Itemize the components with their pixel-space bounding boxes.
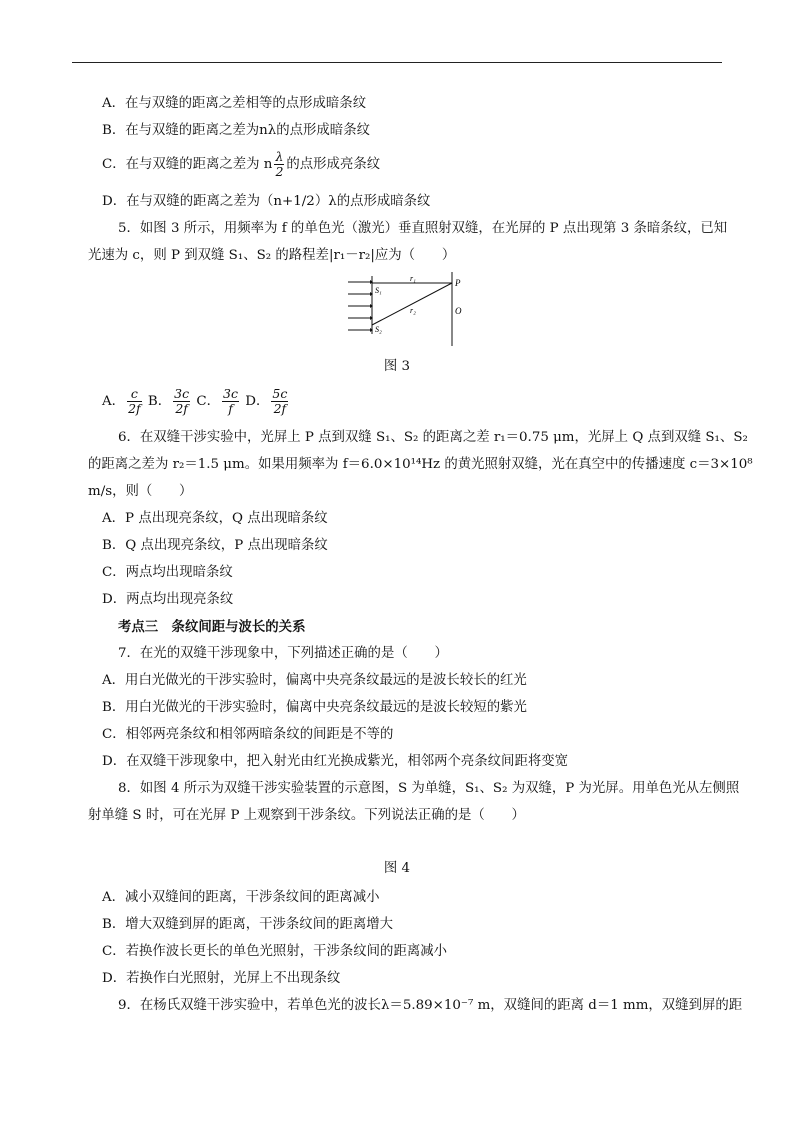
fraction-numerator: 3c [174, 386, 190, 401]
q5-stem-line1: 5．如图 3 所示，用频率为 f 的单色光（激光）垂直照射双缝，在光屏的 P 点出现第 3 条暗条纹，已知 [118, 221, 728, 236]
q4-option-c-tail: 的点形成亮条纹 [286, 157, 381, 172]
q9-stem-line1: 9．在杨氏双缝干涉实验中，若单色光的波长λ＝5.89×10⁻⁷ m，双缝间的距离 d＝1 mm，双缝到屏的距 [118, 998, 743, 1013]
fraction-denominator: 2f [128, 401, 141, 416]
q4-option-d: D．在与双缝的距离之差为（n+1/2）λ的点形成暗条纹 [102, 194, 431, 209]
fraction-numerator: 5c [272, 386, 288, 401]
q4-option-c [102, 150, 380, 179]
q6-stem-line2: 的距离之差为 r₂＝1.5 μm。如果用频率为 f＝6.0×10¹⁴Hz 的黄光照射双缝，光在真空中的传播速度 c＝3×10⁸ [88, 457, 753, 472]
q4-option-c-text: C．在与双缝的距离之差为 n [102, 157, 273, 172]
fraction-denominator: 2 [275, 164, 284, 179]
section-heading: 考点三 条纹间距与波长的关系 [118, 619, 306, 635]
figure-3-caption: 图 3 [383, 359, 411, 374]
q8-option-b: B．增大双缝到屏的距离，干涉条纹间的距离增大 [102, 917, 394, 932]
label-p: P [455, 278, 461, 288]
q8-stem-line1: 8．如图 4 所示为双缝干涉实验装置的示意图，S 为单缝，S₁、S₂ 为双缝，P 为光屏。用单色光从左侧照 [118, 781, 740, 796]
fraction-numerator: λ [275, 149, 284, 164]
fraction-numerator: 3c [223, 386, 238, 401]
figure-4-caption: 图 4 [383, 861, 411, 876]
q8-stem-line2: 射单缝 S 时，可在光屏 P 上观察到干涉条纹。下列说法正确的是（ ） [88, 808, 525, 823]
q6-stem-line3: m/s，则（ ） [88, 484, 193, 499]
q6-option-a: A．P 点出现亮条纹，Q 点出现暗条纹 [102, 511, 328, 526]
label-o: O [455, 306, 462, 316]
q6-option-b: B．Q 点出现亮条纹，P 点出现暗条纹 [102, 538, 328, 553]
q8-option-a: A．减小双缝间的距离，干涉条纹间的距离减小 [102, 890, 380, 905]
q6-option-d: D．两点均出现亮条纹 [102, 592, 234, 607]
q5-option-d-fraction [271, 387, 288, 416]
q5-option-c-letter: C． [196, 394, 221, 409]
fraction-denominator: f [228, 401, 233, 416]
fraction-denominator: 2f [273, 401, 287, 416]
q7-stem: 7．在光的双缝干涉现象中，下列描述正确的是（ ） [118, 646, 448, 661]
q6-option-c: C．两点均出现暗条纹 [102, 565, 233, 580]
q5-option-a-letter: A． [102, 394, 126, 409]
fraction-numerator: c [127, 387, 142, 402]
q7-option-c: C．相邻两亮条纹和相邻两暗条纹的间距是不等的 [102, 727, 394, 742]
header-rule [72, 62, 722, 63]
q5-option-a-fraction [127, 387, 142, 416]
q5-option-b-fraction [173, 387, 190, 416]
q8-option-c: C．若换作波长更长的单色光照射，干涉条纹间的距离减小 [102, 944, 448, 959]
q5-option-d-letter: D． [245, 394, 270, 409]
q7-option-d: D．在双缝干涉现象中，把入射光由红光换成紫光，相邻两个亮条纹间距将变宽 [102, 754, 569, 769]
q7-option-a: A．用白光做光的干涉实验时，偏离中央亮条纹最远的是波长较长的红光 [102, 673, 527, 688]
label-r1: r₁ [410, 274, 416, 283]
q5-option-b-letter: B． [147, 394, 172, 409]
q7-option-b: B．用白光做光的干涉实验时，偏离中央亮条纹最远的是波长较短的紫光 [102, 700, 527, 715]
q5-options [102, 387, 290, 416]
q4-option-a: A．在与双缝的距离之差相等的点形成暗条纹 [102, 96, 367, 111]
q4-option-b: B．在与双缝的距离之差为nλ的点形成暗条纹 [102, 123, 370, 138]
label-s2: S₂ [375, 325, 382, 334]
label-s1: S₁ [375, 286, 382, 295]
q6-stem-line1: 6．在双缝干涉实验中，光屏上 P 点到双缝 S₁、S₂ 的距离之差 r₁＝0.75 μm，光屏上 Q 点到双缝 S₁、S₂ [118, 430, 748, 445]
fraction-denominator: 2f [175, 401, 188, 416]
q5-stem-line2: 光速为 c，则 P 到双缝 S₁、S₂ 的路程差|r₁－r₂|应为（ ） [88, 248, 456, 263]
q5-option-c-fraction [222, 387, 239, 416]
label-r2: r₂ [410, 306, 416, 315]
q4-option-c-fraction [274, 150, 284, 179]
q8-option-d: D．若换作白光照射，光屏上不出现条纹 [102, 971, 341, 986]
figure-3-double-slit [340, 270, 480, 350]
